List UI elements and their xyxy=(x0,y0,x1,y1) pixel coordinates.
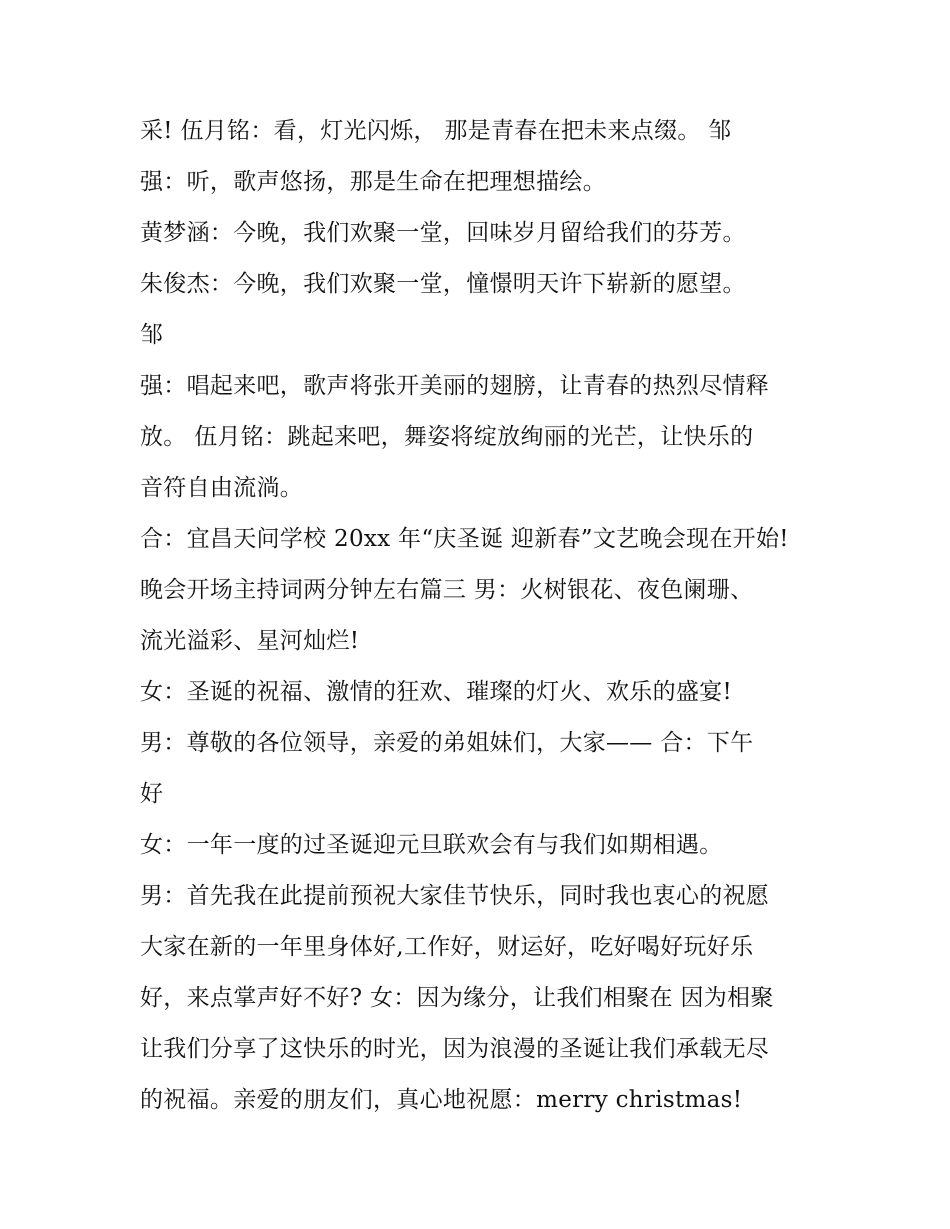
text-line-13: 男：尊敬的各位领导，亲爱的弟姐妹们，大家—— 合：下午 xyxy=(140,730,754,756)
text-line-7: 放。 伍月铭：跳起来吧，舞姿将绽放绚丽的光芒，让快乐的 xyxy=(140,424,754,450)
text-line-5: 邹 xyxy=(140,322,164,348)
text-line-14: 好 xyxy=(140,781,164,807)
text-line-12: 女：圣诞的祝福、激情的狂欢、璀璨的灯火、欢乐的盛宴! xyxy=(140,679,733,705)
text-line-17: 大家在新的一年里身体好,工作好，财运好，吃好喝好玩好乐 xyxy=(140,934,754,960)
text-line-11: 流光溢彩、星河灿烂! xyxy=(140,628,360,654)
text-line-19: 让我们分享了这快乐的时光，因为浪漫的圣诞让我们承载无尽 xyxy=(140,1036,770,1062)
text-line-10: 晚会开场主持词两分钟左右篇三 男：火树银花、夜色阑珊、 xyxy=(140,577,754,603)
text-line-9: 合：宜昌天问学校 20xx 年“庆圣诞 迎新春”文艺晚会现在开始! xyxy=(140,526,789,552)
text-line-8: 音符自由流淌。 xyxy=(140,475,304,501)
text-line-16: 男：首先我在此提前预祝大家佳节快乐，同时我也衷心的祝愿 xyxy=(140,883,770,909)
text-line-18: 好，来点掌声好不好? 女：因为缘分，让我们相聚在 因为相聚 xyxy=(140,985,774,1011)
document-body xyxy=(140,106,840,1126)
text-line-20: 的祝福。亲爱的朋友们，真心地祝愿：merry christmas! xyxy=(140,1087,743,1113)
text-line-1: 采! 伍月铭：看，灯光闪烁， 那是青春在把未来点缀。 邹 xyxy=(140,118,732,144)
text-line-6: 强：唱起来吧，歌声将张开美丽的翅膀，让青春的热烈尽情释 xyxy=(140,373,770,399)
text-line-15: 女：一年一度的过圣诞迎元旦联欢会有与我们如期相遇。 xyxy=(140,832,723,858)
text-line-4: 朱俊杰：今晚，我们欢聚一堂，憧憬明天许下崭新的愿望。 xyxy=(140,271,746,297)
text-line-2: 强：听，歌声悠扬，那是生命在把理想描绘。 xyxy=(140,169,606,195)
text-line-3: 黄梦涵：今晚，我们欢聚一堂，回味岁月留给我们的芬芳。 xyxy=(140,220,746,246)
